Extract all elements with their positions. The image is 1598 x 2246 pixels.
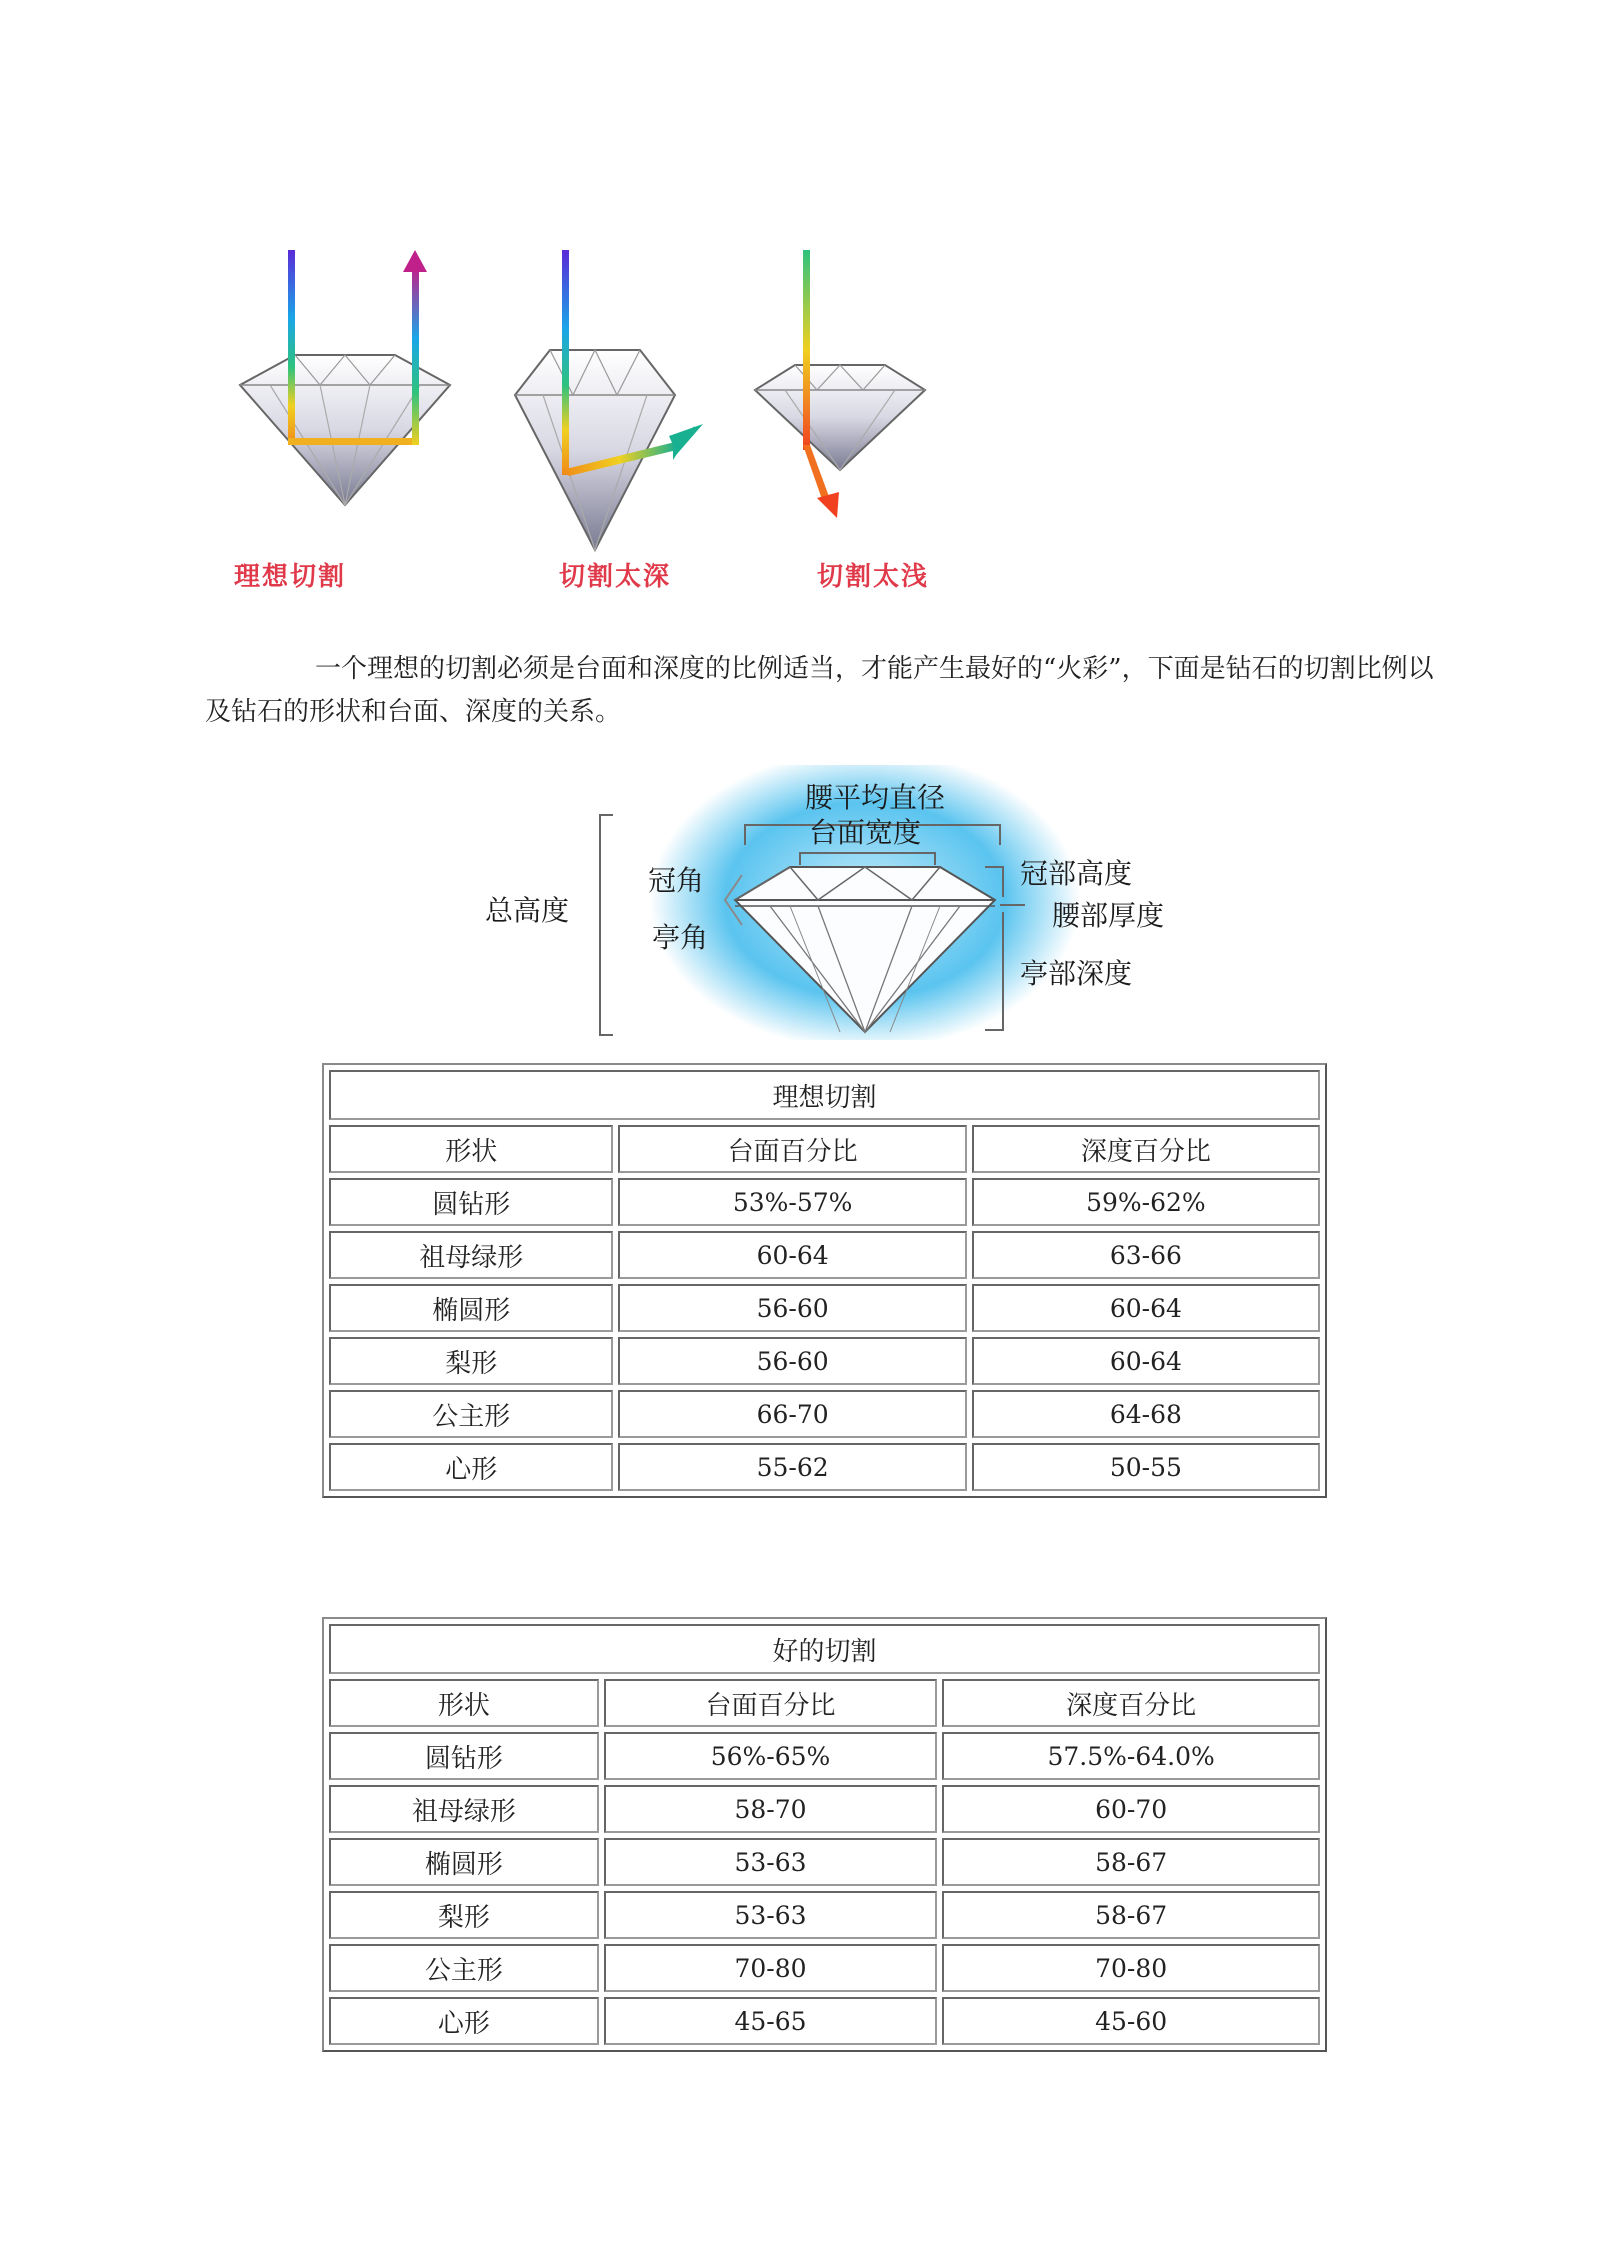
table-row: [329, 1891, 1320, 1939]
cell-shape: 梨形: [329, 1891, 599, 1939]
cell-table-percent: 53-63: [604, 1838, 938, 1886]
table-row: [329, 1997, 1320, 2045]
cell-shape: 公主形: [329, 1390, 613, 1438]
label-total-height: 总高度: [485, 894, 570, 927]
table-header-row: [329, 1125, 1320, 1173]
diamond-proportion-diagram: [480, 765, 1200, 1040]
cell-table-percent: 53%-57%: [618, 1178, 966, 1226]
shallow-cut-diamond-icon: [755, 250, 925, 518]
table-row: [329, 1284, 1320, 1332]
body-paragraph: 一个理想的切割必须是台面和深度的比例适当，才能产生最好的“火彩”，下面是钻石的切割比例以及钻石的形状和台面、深度的关系。: [205, 654, 1434, 727]
cell-table-percent: 58-70: [604, 1785, 938, 1833]
cell-shape: 梨形: [329, 1337, 613, 1385]
header-depth-percent: 深度百分比: [942, 1679, 1320, 1727]
table-row: [329, 1785, 1320, 1833]
ideal-cut-table-container: [322, 1063, 1327, 1498]
good-cut-table: [322, 1617, 1327, 2052]
label-crown-height: 冠部高度: [1020, 857, 1133, 890]
cell-depth-percent: 45-60: [942, 1997, 1320, 2045]
table-header-row: [329, 1679, 1320, 1727]
cut-comparison-figure: [225, 240, 1005, 600]
cell-shape: 圆钻形: [329, 1732, 599, 1780]
table-row: [329, 1443, 1320, 1491]
cell-depth-percent: 60-70: [942, 1785, 1320, 1833]
header-shape: 形状: [329, 1679, 599, 1727]
cell-depth-percent: 50-55: [972, 1443, 1320, 1491]
table-row: [329, 1231, 1320, 1279]
label-table-width: 台面宽度: [808, 816, 922, 849]
table-row: [329, 1732, 1320, 1780]
label-crown-angle: 冠角: [648, 864, 705, 897]
deep-cut-diamond-icon: [515, 250, 703, 550]
cell-table-percent: 60-64: [618, 1231, 966, 1279]
table-title: 理想切割: [329, 1070, 1320, 1120]
caption-ideal-cut: 理想切割: [233, 562, 347, 592]
caption-shallow-cut: 切割太浅: [816, 562, 930, 592]
label-pavilion-depth: 亭部深度: [1020, 957, 1133, 990]
ideal-cut-table: [322, 1063, 1327, 1498]
cell-shape: 椭圆形: [329, 1838, 599, 1886]
table-row: [329, 1178, 1320, 1226]
cell-shape: 椭圆形: [329, 1284, 613, 1332]
table-row: [329, 1944, 1320, 1992]
header-depth-percent: 深度百分比: [972, 1125, 1320, 1173]
good-cut-table-container: [322, 1617, 1327, 2052]
cell-table-percent: 55-62: [618, 1443, 966, 1491]
cell-table-percent: 70-80: [604, 1944, 938, 1992]
cell-table-percent: 66-70: [618, 1390, 966, 1438]
cell-shape: 心形: [329, 1997, 599, 2045]
label-girdle-thickness: 腰部厚度: [1052, 899, 1165, 932]
cell-table-percent: 56-60: [618, 1284, 966, 1332]
cell-depth-percent: 63-66: [972, 1231, 1320, 1279]
caption-deep-cut: 切割太深: [558, 562, 672, 592]
cell-depth-percent: 57.5%-64.0%: [942, 1732, 1320, 1780]
cell-depth-percent: 59%-62%: [972, 1178, 1320, 1226]
cell-table-percent: 56-60: [618, 1337, 966, 1385]
cell-shape: 祖母绿形: [329, 1231, 613, 1279]
cell-table-percent: 45-65: [604, 1997, 938, 2045]
cell-depth-percent: 64-68: [972, 1390, 1320, 1438]
cell-table-percent: 53-63: [604, 1891, 938, 1939]
header-shape: 形状: [329, 1125, 613, 1173]
label-pavilion-angle: 亭角: [652, 921, 709, 954]
table-title-row: [329, 1070, 1320, 1120]
cell-depth-percent: 58-67: [942, 1891, 1320, 1939]
cell-shape: 公主形: [329, 1944, 599, 1992]
cell-table-percent: 56%-65%: [604, 1732, 938, 1780]
cell-depth-percent: 58-67: [942, 1838, 1320, 1886]
label-girdle-diameter: 腰平均直径: [804, 781, 946, 814]
cell-depth-percent: 70-80: [942, 1944, 1320, 1992]
table-row: [329, 1337, 1320, 1385]
table-row: [329, 1838, 1320, 1886]
cell-shape: 心形: [329, 1443, 613, 1491]
header-table-percent: 台面百分比: [618, 1125, 966, 1173]
ideal-cut-diamond-icon: [240, 250, 450, 505]
table-row: [329, 1390, 1320, 1438]
table-title-row: [329, 1624, 1320, 1674]
cell-shape: 祖母绿形: [329, 1785, 599, 1833]
cell-shape: 圆钻形: [329, 1178, 613, 1226]
table-title: 好的切割: [329, 1624, 1320, 1674]
cell-depth-percent: 60-64: [972, 1284, 1320, 1332]
header-table-percent: 台面百分比: [604, 1679, 938, 1727]
cell-depth-percent: 60-64: [972, 1337, 1320, 1385]
